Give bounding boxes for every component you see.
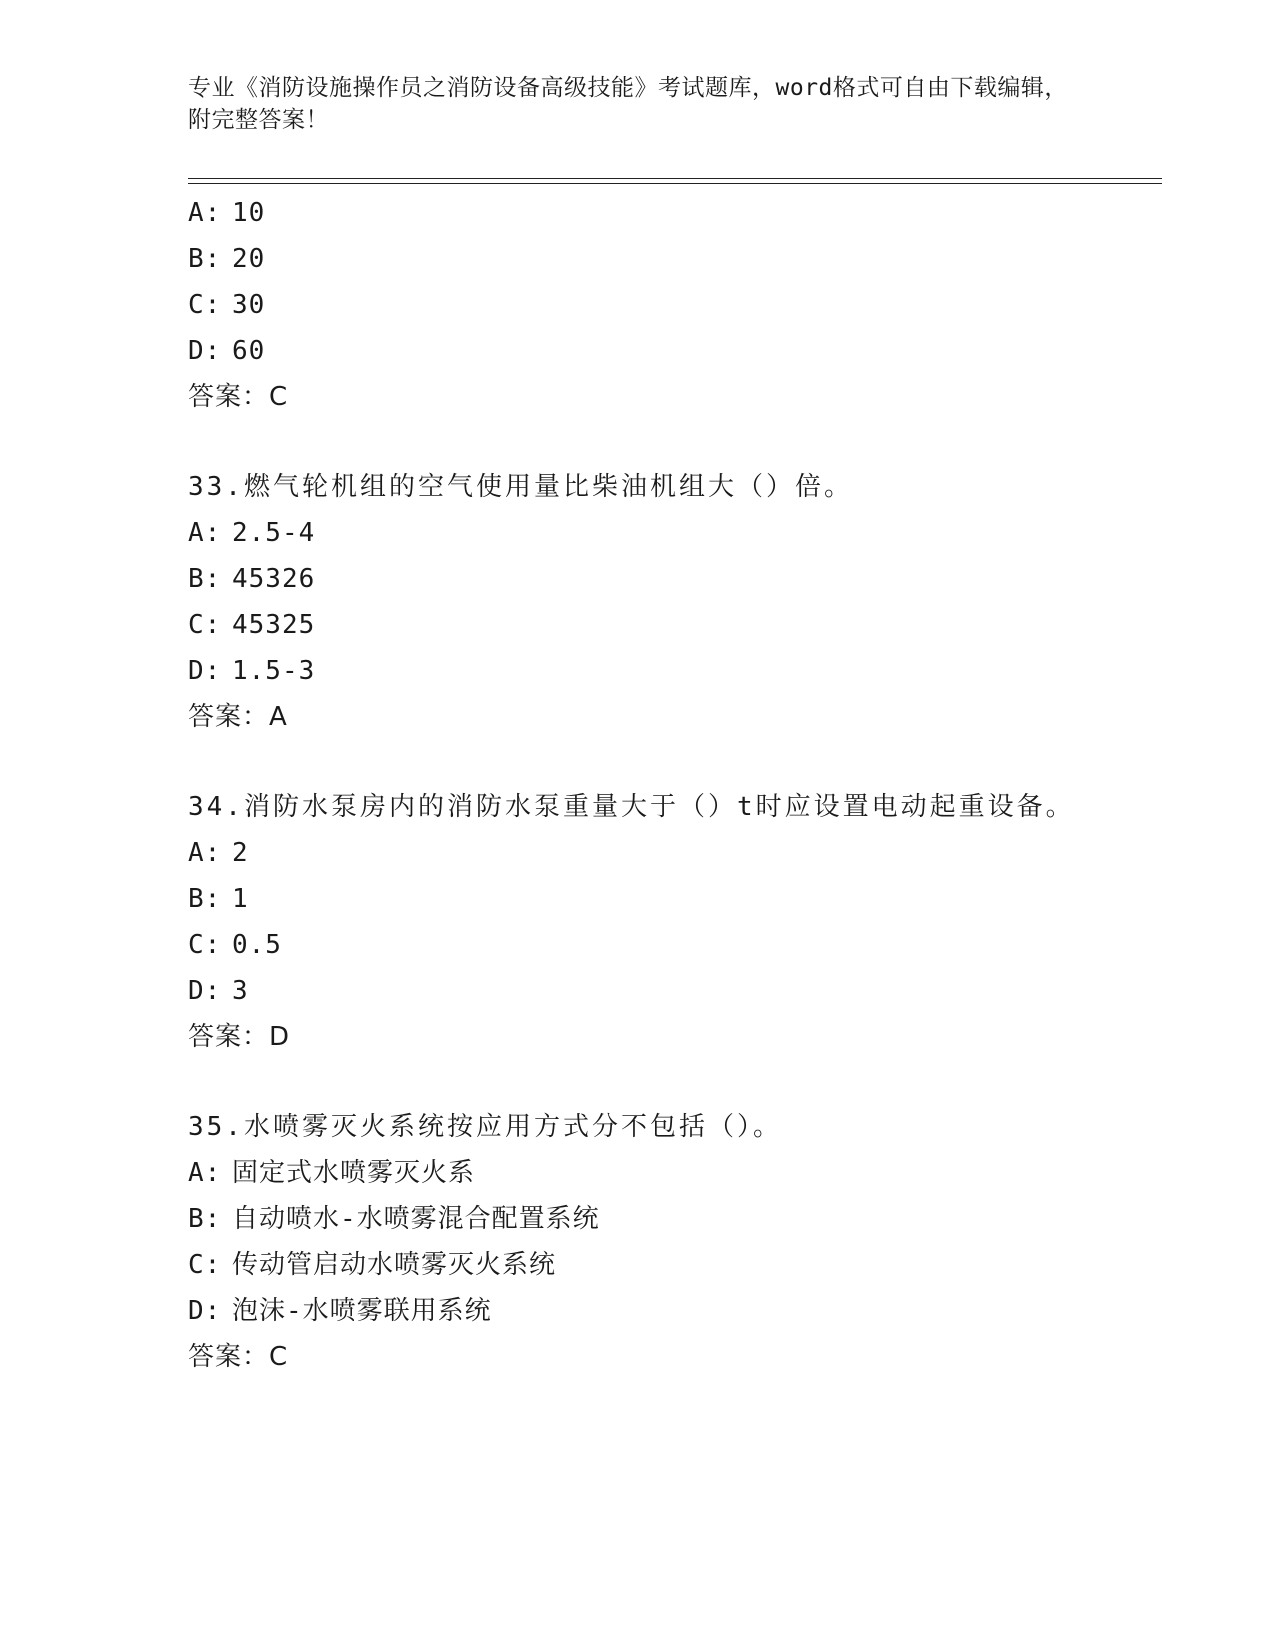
question-block-33: [188, 464, 1168, 740]
option-b: B: 自动喷水-水喷雾混合配置系统: [188, 1204, 600, 1234]
option-c: C: 30: [188, 290, 266, 320]
question-block-35: [188, 1104, 1168, 1380]
option-a: A: 2: [188, 838, 249, 868]
document-header: 专业《消防设施操作员之消防设备高级技能》考试题库，word格式可自由下载编辑，附完整答案！: [188, 75, 1068, 133]
question-list: [188, 190, 1168, 1380]
option-d: D: 3: [188, 976, 249, 1006]
question-block-32: [188, 190, 1168, 420]
option-d: D: 泡沫-水喷雾联用系统: [188, 1296, 492, 1326]
option-a: A: 10: [188, 198, 266, 228]
question-block-34: [188, 784, 1168, 1060]
answer-line: 答案：C: [188, 1342, 289, 1372]
answer-line: 答案：D: [188, 1022, 291, 1052]
question-text: 35.水喷雾灭火系统按应用方式分不包括（）。: [188, 1112, 782, 1142]
option-b: B: 1: [188, 884, 249, 914]
question-text: 33.燃气轮机组的空气使用量比柴油机组大（）倍。: [188, 472, 853, 502]
option-c: C: 45325: [188, 610, 316, 640]
option-d: D: 1.5-3: [188, 656, 316, 686]
option-d: D: 60: [188, 336, 266, 366]
option-a: A: 固定式水喷雾灭火系: [188, 1158, 476, 1188]
question-text: 34.消防水泵房内的消防水泵重量大于（）t时应设置电动起重设备。: [188, 792, 1075, 822]
option-c: C: 传动管启动水喷雾灭火系统: [188, 1250, 557, 1280]
answer-line: 答案：C: [188, 382, 289, 412]
header-rule-top: [188, 178, 1162, 179]
option-b: B: 45326: [188, 564, 316, 594]
option-c: C: 0.5: [188, 930, 282, 960]
header-rule-bottom: [188, 183, 1162, 184]
option-a: A: 2.5-4: [188, 518, 316, 548]
option-b: B: 20: [188, 244, 266, 274]
answer-line: 答案：A: [188, 702, 288, 732]
